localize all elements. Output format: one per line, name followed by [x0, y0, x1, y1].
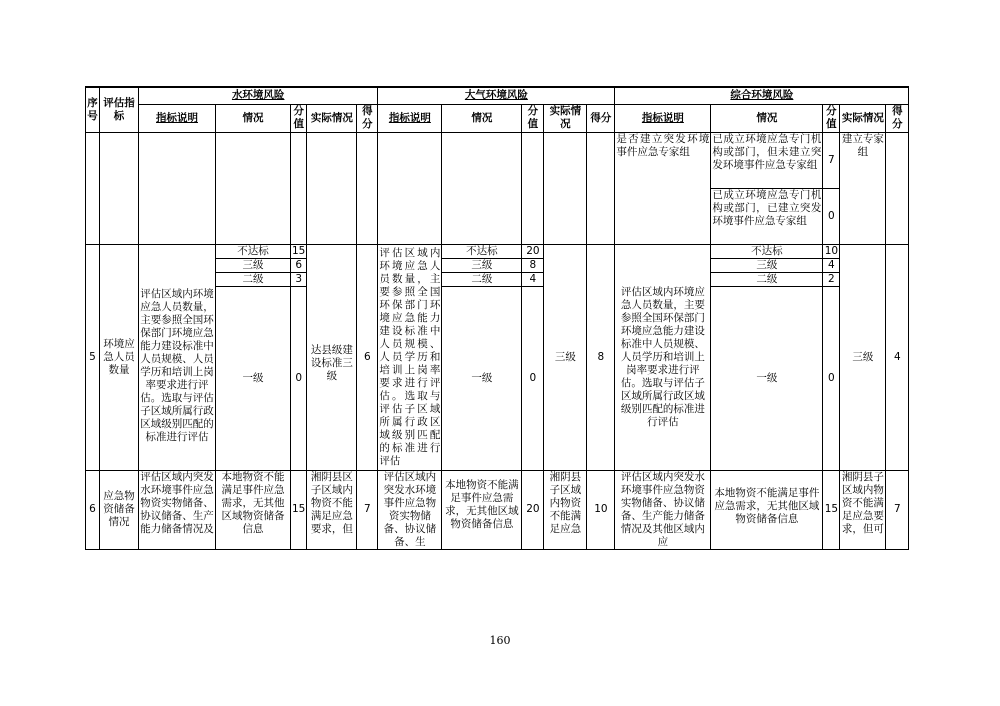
- row5-air-actual: 三级: [544, 244, 587, 470]
- header-water-situation: 情况: [216, 104, 291, 132]
- row6-comp-desc: 评估区域内突发水环境事件应急物资实物储备、协议储备、生产能力储备情况及其他区域内应: [615, 470, 711, 549]
- header-comp-score: 分值: [823, 104, 840, 132]
- row5-water-level-score: 3: [291, 272, 307, 286]
- table-row-6: [86, 470, 909, 549]
- header-comp-actual: 实际情况: [840, 104, 886, 132]
- row5-water-level-label: 二级: [216, 272, 291, 286]
- comp-score-expert-group: 0: [823, 188, 840, 244]
- risk-assessment-table: [85, 86, 909, 550]
- row5-air-level-label: 不达标: [442, 244, 522, 258]
- row5-air-level-score: 4: [522, 272, 544, 286]
- header-comprehensive-risk: 综合环境风险: [615, 87, 909, 104]
- header-air-desc: 指标说明: [378, 104, 442, 132]
- table-row-5-level-1: [86, 244, 909, 258]
- row5-comp-level-score: 10: [824, 244, 839, 257]
- row5-water-level-score: 0: [291, 286, 307, 470]
- header-water-result: 得分: [357, 104, 378, 132]
- row5-comp-level-label: 二级: [711, 272, 823, 286]
- row6-comp-situation: 本地物资不能满足事件应急需求，无其他区域物资储备信息: [711, 470, 823, 549]
- header-air-score: 分值: [522, 104, 544, 132]
- row5-water-level-label: 一级: [216, 286, 291, 470]
- row6-indicator: 应急物资储备情况: [100, 470, 139, 549]
- row5-water-result: 6: [357, 244, 378, 470]
- header-seq: 序号: [86, 87, 100, 132]
- row5-water-level-label: 三级: [216, 258, 291, 272]
- row5-comp-desc: 评估区域内环境应急人员数量，主要参照全国环保部门环境应急能力建设标准中人员规模、人员学历和培训上岗率要求进行评估。选取与评估子区域所属行政区域级别匹配的标准进行评估: [615, 244, 711, 470]
- header-comp-situation: 情况: [711, 104, 823, 132]
- row5-water-level-score: 15: [292, 244, 306, 257]
- comp-situation-expert-group: 已成立环境应急专门机构或部门，已建立突发环境事件应急专家组: [711, 188, 823, 244]
- row5-comp-level-label: 一级: [711, 286, 823, 470]
- header-indicator: 评估指标: [100, 87, 139, 132]
- row6-comp-actual: 湘阴县子区域内物资不能满足应急要求，但可: [840, 470, 886, 549]
- row5-indicator: 环境应急人员数量: [100, 244, 139, 470]
- header-comp-desc: 指标说明: [615, 104, 711, 132]
- row6-comp-score: 15: [823, 470, 840, 549]
- row6-comp-result: 7: [886, 470, 909, 549]
- row6-water-result: 7: [357, 470, 378, 549]
- header-water-actual: 实际情况: [307, 104, 357, 132]
- header-comp-result: 得分: [886, 104, 909, 132]
- row6-air-result: 10: [587, 470, 615, 549]
- row5-water-actual: 达县级建设标准三级: [307, 244, 357, 470]
- page-number: 160: [489, 634, 511, 647]
- comp-actual-expert-group: 建立专家组: [840, 132, 886, 244]
- row6-water-desc: 评估区域内突发水环境事件应急物资实物储备、协议储备、生产能力储备情况及: [139, 470, 216, 549]
- row5-comp-level-score: 0: [823, 286, 840, 470]
- header-row-groups: [86, 87, 909, 104]
- row5-air-desc: 评估区域内环境应急人员数量，主要参照全国环保部门环境应急能力建设标准中人员规模、人员学历和培训上岗率要求进行评估。选取与评估子区域所属行政区域级别匹配的标准进行评估: [378, 244, 442, 470]
- comp-situation-no-expert-group: 已成立环境应急专门机构或部门，但未建立突发环境事件应急专家组: [711, 132, 823, 188]
- row5-comp-level-label: 三级: [711, 258, 823, 272]
- row5-comp-level-label: 不达标: [711, 244, 823, 258]
- row5-air-result: 8: [587, 244, 615, 470]
- header-water-score: 分值: [291, 104, 307, 132]
- row5-seq: 5: [86, 244, 100, 470]
- row6-air-desc: 评估区域内突发水环境事件应急物资实物储备、协议储备、生: [378, 470, 442, 549]
- header-air-situation: 情况: [442, 104, 522, 132]
- row5-air-level-score: 8: [522, 258, 544, 272]
- table-row-continued-a: [86, 132, 909, 188]
- row5-comp-actual: 三级: [840, 244, 886, 470]
- row5-comp-result: 4: [886, 244, 909, 470]
- row6-seq: 6: [86, 470, 100, 549]
- row5-air-level-label: 二级: [442, 272, 522, 286]
- header-row-sub: [86, 104, 909, 132]
- row5-water-level-score: 6: [291, 258, 307, 272]
- row5-comp-level-score: 4: [823, 258, 840, 272]
- row5-air-level-label: 三级: [442, 258, 522, 272]
- row5-water-level-label: 不达标: [216, 244, 291, 258]
- row6-water-score: 15: [291, 470, 307, 549]
- row5-air-level-score: 20: [522, 244, 544, 258]
- header-air-actual: 实际情况: [544, 104, 587, 132]
- header-water-risk: 水环境风险: [139, 87, 378, 104]
- row5-comp-level-score: 2: [823, 272, 840, 286]
- row5-air-level-score: 0: [522, 286, 544, 470]
- row6-water-situation: 本地物资不能满足事件应急需求，无其他区域物资储备信息: [216, 470, 291, 549]
- row6-air-actual: 湘阴县子区域内物资不能满足应急: [544, 470, 587, 549]
- row6-air-situation: 本地物资不能满足事件应急需求，无其他区域物资储备信息: [442, 470, 522, 549]
- row6-water-actual: 湘阴县区子区域内物资不能满足应急要求，但: [307, 470, 357, 549]
- comp-desc-expert-group: 是否建立突发环境事件应急专家组: [615, 132, 711, 244]
- row5-water-desc: 评估区域内环境应急人员数量，主要参照全国环保部门环境应急能力建设标准中人员规模、人员学历和培训上岗率要求进行评估。选取与评估子区域所属行政区域级别匹配的标准进行评估: [139, 244, 216, 470]
- row6-air-score: 20: [522, 470, 544, 549]
- row5-air-level-label: 一级: [442, 286, 522, 470]
- comp-score-no-expert-group: 7: [823, 132, 840, 188]
- header-air-risk: 大气环境风险: [378, 87, 615, 104]
- header-water-desc: 指标说明: [139, 104, 216, 132]
- header-air-result: 得分: [587, 104, 615, 132]
